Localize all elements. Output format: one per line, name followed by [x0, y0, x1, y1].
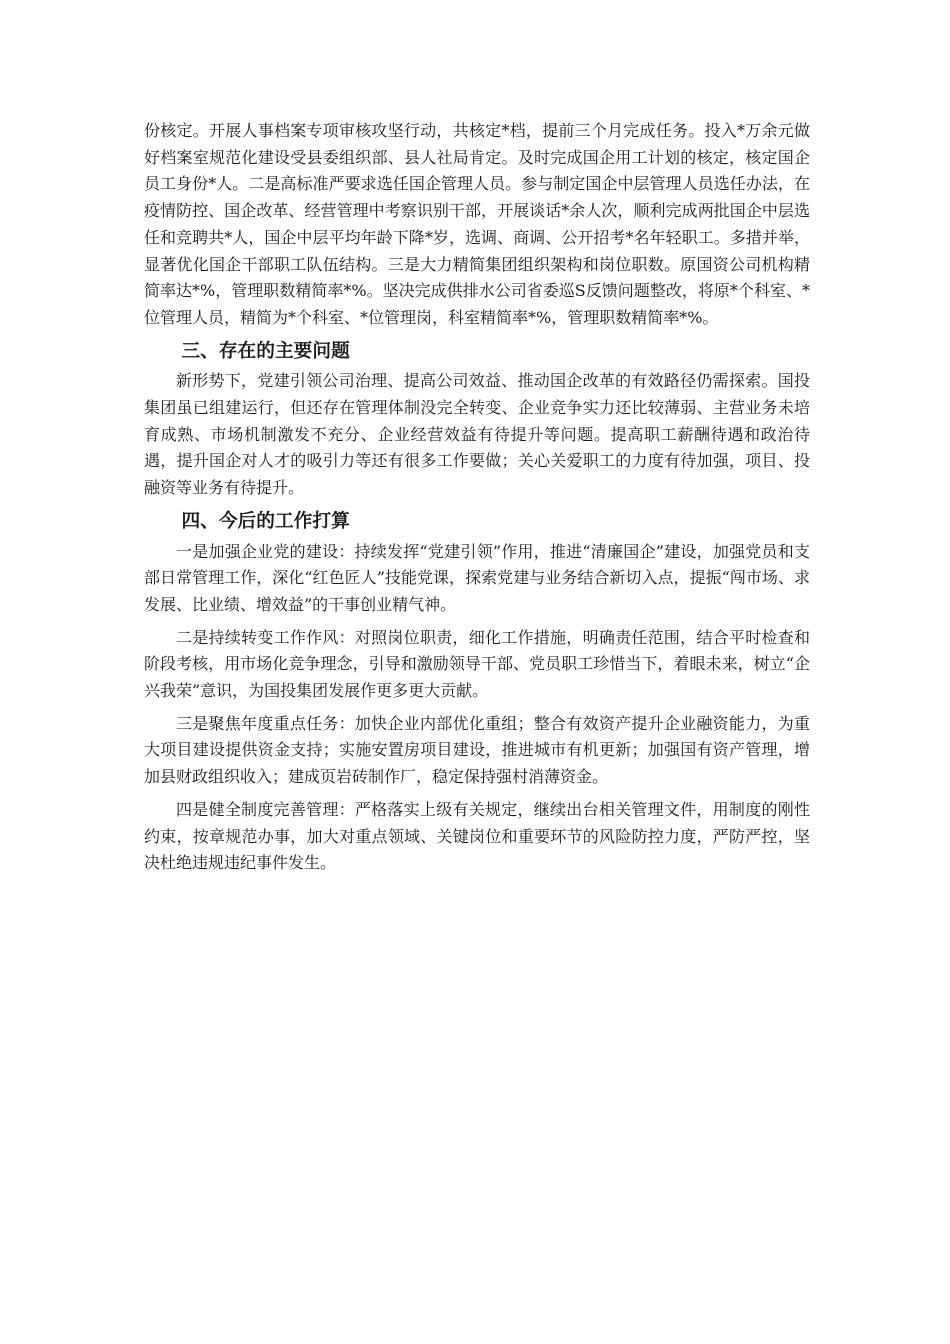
heading-future-plans: 四、今后的工作打算: [181, 509, 350, 532]
paragraph-personnel-files: 份核定。开展人事档案专项审核攻坚行动，共核定*档，提前三个月完成任务。投入*万余元做好档案室规范化建设受县委组织部、县人社局肯定。及时完成国企用工计划的核定，核定国企员工身份*人。二是高标准严要求选任国企管理人员。参与制定国企中层管理人员选任办法，在疫情防控、国企改革、经营管理中考察识别干部，开展谈话*余人次，顺利完成两批国企中层选任和竞聘共*人，国企中层平均年龄下降*岁，选调、商调、公开招考*名年轻职工。多措并举，显著优化国企干部职工队伍结构。三是大力精简集团组织架构和岗位职数。原国资公司机构精简率达*%，管理职数精简率*%。坚决完成供排水公司省委巡S反馈问题整改，将原*个科室、*位管理人员，精简为*个科室、*位管理岗，科室精简率*%，管理职数精简率*%。: [144, 121, 810, 327]
paragraph-key-tasks: 三是聚焦年度重点任务：加快企业内部优化重组；整合有效资产提升企业融资能力，为重大项目建设提供资金支持；实施安置房项目建设，推进城市有机更新；加强国有资产管理，增加县财政组织收入；建成页岩砖制作厂，稳定保持强村消薄资金。: [144, 713, 810, 787]
paragraph-work-style: 二是持续转变工作作风：对照岗位职责，细化工作措施，明确责任范围，结合平时检查和阶段考核，用市场化竞争理念，引导和激励领导干部、党员职工珍惜当下，着眼未来，树立“企兴我荣”意识，为国投集团发展作更多更大贡献。: [144, 627, 810, 701]
document-page: [144, 118, 810, 877]
paragraph-management-system: 四是健全制度完善管理：严格落实上级有关规定，继续出台相关管理文件，用制度的刚性约束，按章规范办事，加大对重点领域、关键岗位和重要环节的风险防控力度，严防严控，坚决杜绝违规违纪事件发生。: [144, 799, 810, 873]
heading-main-problems: 三、存在的主要问题: [181, 339, 350, 362]
paragraph-party-building: 一是加强企业党的建设：持续发挥“党建引领”作用，推进“清廉国企”建设，加强党员和支部日常管理工作，深化“红色匠人”技能党课，探索党建与业务结合新切入点，提振“闯市场、求发展、比业绩、增效益”的干事创业精气神。: [144, 541, 810, 614]
paragraph-problems: 新形势下，党建引领公司治理、提高公司效益、推动国企改革的有效路径仍需探索。国投集团虽已组建运行，但还存在管理体制没完全转变、企业竞争实力还比较薄弱、主营业务未培育成熟、市场机制激发不充分、企业经营效益有待提升等问题。提高职工薪酬待遇和政治待遇，提升国企对人才的吸引力等还有很多工作要做；关心关爱职工的力度有待加强，项目、投融资等业务有待提升。: [144, 371, 810, 498]
